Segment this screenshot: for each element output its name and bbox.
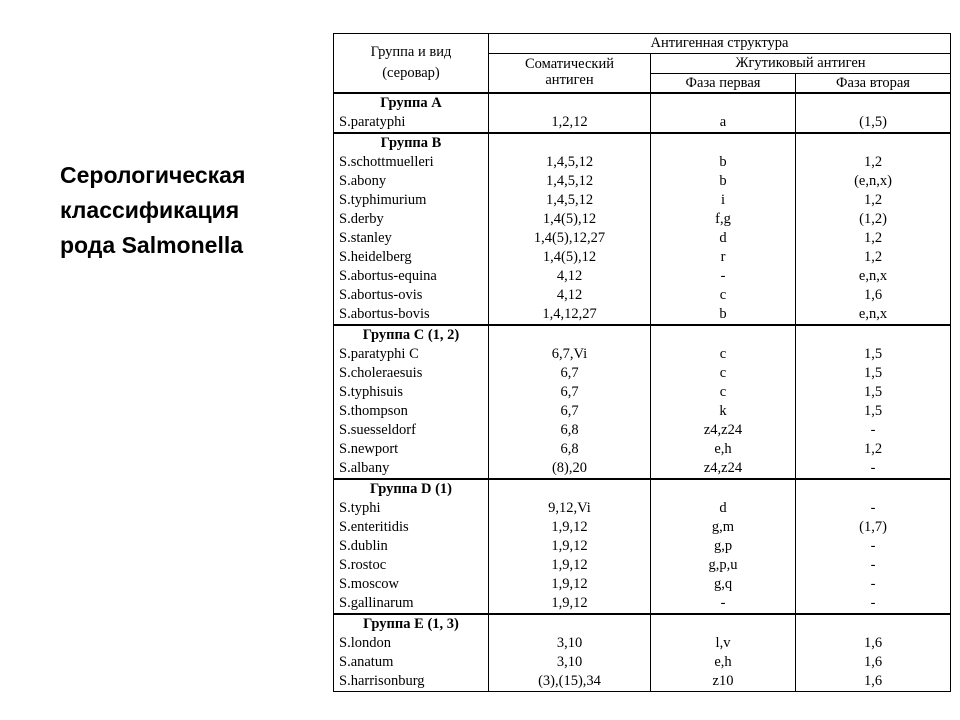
phase2-cell: 1,2 [796,229,951,248]
phase1-cell: f,g [651,210,796,229]
somatic-header-line: антиген [545,72,594,88]
table-row [334,537,951,556]
species-cell: S.choleraesuis [334,364,489,383]
serological-classification-table [333,33,951,692]
phase2-cell: (1,2) [796,210,951,229]
phase1-header: Фаза первая [651,74,796,94]
phase2-cell: 1,2 [796,440,951,459]
group-row-empty-cell [651,614,796,634]
phase2-cell: (e,n,x) [796,172,951,191]
phase1-cell: - [651,267,796,286]
phase1-cell: b [651,172,796,191]
somatic-antigen-cell: 1,4,5,12 [489,191,651,210]
somatic-antigen-cell: 1,4,5,12 [489,153,651,172]
phase2-cell: 1,6 [796,286,951,305]
phase2-cell: 1,5 [796,402,951,421]
species-cell: S.schottmuelleri [334,153,489,172]
group-row-empty-cell [651,479,796,499]
group-name: Группа В [334,133,489,153]
species-cell: S.thompson [334,402,489,421]
group-row-empty-cell [796,479,951,499]
phase1-cell: c [651,364,796,383]
phase1-cell: r [651,248,796,267]
table-row [334,153,951,172]
table-row [334,518,951,537]
phase2-cell: 1,6 [796,634,951,653]
table-row [334,172,951,191]
somatic-antigen-cell: 6,8 [489,440,651,459]
species-header-line: (серовар) [382,65,440,81]
group-name: Группа С (1, 2) [334,325,489,345]
species-header-line: Группа и вид [370,44,452,60]
species-cell: S.typhisuis [334,383,489,402]
somatic-antigen-cell: 6,7 [489,383,651,402]
species-cell: S.albany [334,459,489,479]
phase1-cell: l,v [651,634,796,653]
phase1-cell: z10 [651,672,796,692]
table-row [334,210,951,229]
species-cell: S.abortus-bovis [334,305,489,325]
group-row-empty-cell [796,325,951,345]
species-cell: S.suesseldorf [334,421,489,440]
phase1-cell: z4,z24 [651,459,796,479]
flagellar-antigen-header: Жгутиковый антиген [651,54,951,74]
table-row [334,286,951,305]
phase2-cell: - [796,556,951,575]
somatic-antigen-cell: 4,12 [489,267,651,286]
phase1-cell: e,h [651,440,796,459]
phase2-cell: - [796,421,951,440]
phase2-header: Фаза вторая [796,74,951,94]
species-cell: S.harrisonburg [334,672,489,692]
somatic-antigen-cell: 4,12 [489,286,651,305]
phase1-cell: b [651,305,796,325]
somatic-antigen-cell: 1,9,12 [489,594,651,614]
table-row [334,459,951,479]
table-row [334,402,951,421]
species-cell: S.derby [334,210,489,229]
table-row [334,594,951,614]
phase2-cell: - [796,537,951,556]
antigenic-structure-header: Антигенная структура [489,34,951,54]
somatic-antigen-cell: 9,12,Vi [489,499,651,518]
somatic-antigen-cell: 6,7 [489,364,651,383]
group-row-empty-cell [651,325,796,345]
species-cell: S.stanley [334,229,489,248]
somatic-antigen-cell: 6,7 [489,402,651,421]
table-row [334,556,951,575]
phase1-cell: c [651,286,796,305]
somatic-antigen-cell: 1,9,12 [489,556,651,575]
phase1-cell: d [651,499,796,518]
somatic-antigen-cell: 3,10 [489,634,651,653]
slide-title-line: рода Salmonella [60,232,244,258]
species-cell: S.paratyphi [334,113,489,133]
group-row [334,614,951,634]
species-cell: S.typhi [334,499,489,518]
table-row [334,440,951,459]
phase1-cell: c [651,345,796,364]
somatic-antigen-cell: 1,2,12 [489,113,651,133]
somatic-antigen-cell: (8),20 [489,459,651,479]
table-row [334,421,951,440]
somatic-antigen-cell: 6,7,Vi [489,345,651,364]
species-cell: S.heidelberg [334,248,489,267]
table-row [334,575,951,594]
group-row-empty-cell [489,325,651,345]
slide-title-line: классификация [60,197,240,223]
phase1-cell: g,p,u [651,556,796,575]
group-row-empty-cell [489,93,651,113]
phase2-cell: 1,6 [796,653,951,672]
phase2-cell: 1,2 [796,248,951,267]
group-row-empty-cell [489,614,651,634]
phase1-cell: g,q [651,575,796,594]
phase2-cell: - [796,594,951,614]
somatic-antigen-header [489,54,651,94]
slide-title-line: Серологическая [60,162,246,188]
somatic-antigen-cell: 1,9,12 [489,518,651,537]
phase2-cell: e,n,x [796,305,951,325]
phase2-cell: 1,6 [796,672,951,692]
group-row-empty-cell [489,133,651,153]
table-row [334,653,951,672]
table-row [334,383,951,402]
somatic-antigen-cell: 1,4(5),12,27 [489,229,651,248]
table-row [334,672,951,692]
somatic-antigen-cell: 3,10 [489,653,651,672]
somatic-antigen-cell: 1,9,12 [489,575,651,594]
species-cell: S.paratyphi C [334,345,489,364]
phase2-cell: - [796,575,951,594]
slide-title [60,158,320,263]
group-row-empty-cell [796,133,951,153]
species-cell: S.dublin [334,537,489,556]
table-header [334,34,951,94]
phase2-cell: (1,7) [796,518,951,537]
table-row [334,267,951,286]
group-name: Группа D (1) [334,479,489,499]
somatic-antigen-cell: (3),(15),34 [489,672,651,692]
phase2-cell: e,n,x [796,267,951,286]
table-row [334,229,951,248]
group-row-empty-cell [651,93,796,113]
phase1-cell: e,h [651,653,796,672]
species-cell: S.enteritidis [334,518,489,537]
somatic-antigen-cell: 1,4(5),12 [489,248,651,267]
group-row [334,325,951,345]
species-cell: S.rostoc [334,556,489,575]
phase2-cell: - [796,459,951,479]
species-cell: S.abortus-ovis [334,286,489,305]
phase2-cell: 1,2 [796,153,951,172]
phase2-cell: 1,2 [796,191,951,210]
table-body [334,93,951,692]
phase1-cell: g,p [651,537,796,556]
phase1-cell: - [651,594,796,614]
somatic-header-line: Соматический [525,56,614,72]
phase1-cell: g,m [651,518,796,537]
phase1-cell: b [651,153,796,172]
species-cell: S.anatum [334,653,489,672]
species-cell: S.typhimurium [334,191,489,210]
group-row [334,133,951,153]
phase1-cell: d [651,229,796,248]
phase2-cell: (1,5) [796,113,951,133]
somatic-antigen-cell: 1,4,5,12 [489,172,651,191]
phase2-cell: 1,5 [796,345,951,364]
group-row-empty-cell [651,133,796,153]
group-name: Группа А [334,93,489,113]
phase2-cell: 1,5 [796,383,951,402]
somatic-antigen-cell: 1,4(5),12 [489,210,651,229]
phase1-cell: a [651,113,796,133]
table-row [334,305,951,325]
species-column-header [334,34,489,94]
group-row-empty-cell [796,614,951,634]
table-row [334,248,951,267]
phase1-cell: i [651,191,796,210]
phase1-cell: z4,z24 [651,421,796,440]
table-row [334,364,951,383]
species-cell: S.abony [334,172,489,191]
group-row-empty-cell [489,479,651,499]
table-row [334,634,951,653]
species-cell: S.moscow [334,575,489,594]
phase2-cell: 1,5 [796,364,951,383]
species-cell: S.newport [334,440,489,459]
table-row [334,113,951,133]
somatic-antigen-cell: 1,4,12,27 [489,305,651,325]
species-cell: S.gallinarum [334,594,489,614]
group-row-empty-cell [796,93,951,113]
somatic-antigen-cell: 1,9,12 [489,537,651,556]
table-row [334,191,951,210]
phase2-cell: - [796,499,951,518]
species-cell: S.abortus-equina [334,267,489,286]
species-cell: S.london [334,634,489,653]
table-row [334,499,951,518]
group-name: Группа Е (1, 3) [334,614,489,634]
phase1-cell: k [651,402,796,421]
somatic-antigen-cell: 6,8 [489,421,651,440]
phase1-cell: c [651,383,796,402]
group-row [334,479,951,499]
group-row [334,93,951,113]
table-row [334,345,951,364]
